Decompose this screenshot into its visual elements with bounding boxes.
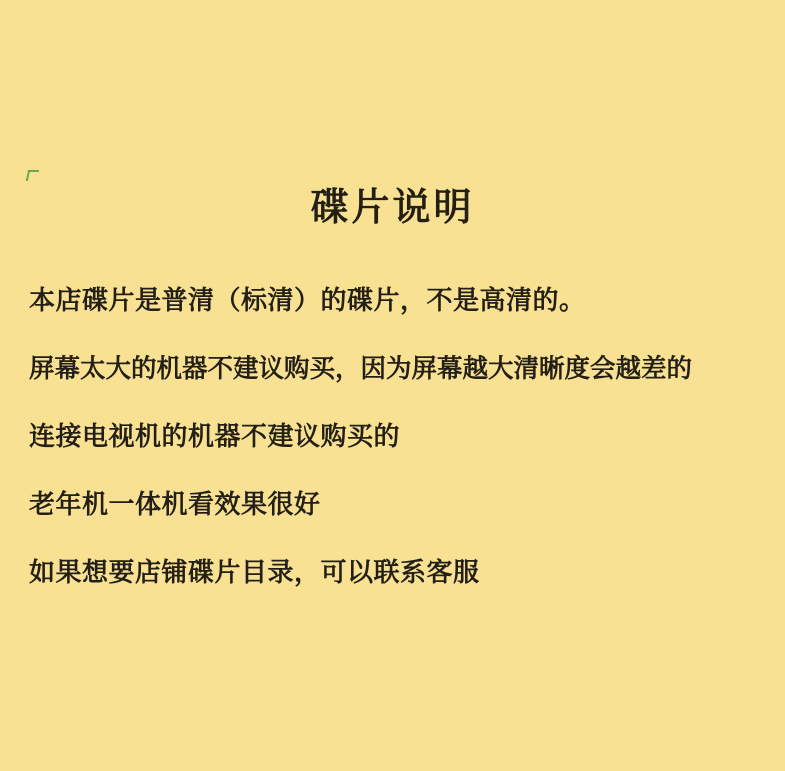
paragraph-3: 连接电视机的机器不建议购买的 — [29, 421, 401, 451]
document-body — [29, 288, 769, 586]
paragraph-2: 屏幕太大的机器不建议购买，因为屏幕越大清晰度会越差的 — [29, 354, 693, 383]
page-title: 碟片说明 — [310, 187, 475, 229]
paragraph-1: 本店碟片是普清（标清）的碟片，不是高清的。 — [29, 286, 586, 315]
paragraph-5: 如果想要店铺碟片目录，可以联系客服 — [29, 557, 480, 587]
paragraph-4: 老年机一体机看效果很好 — [29, 489, 321, 519]
